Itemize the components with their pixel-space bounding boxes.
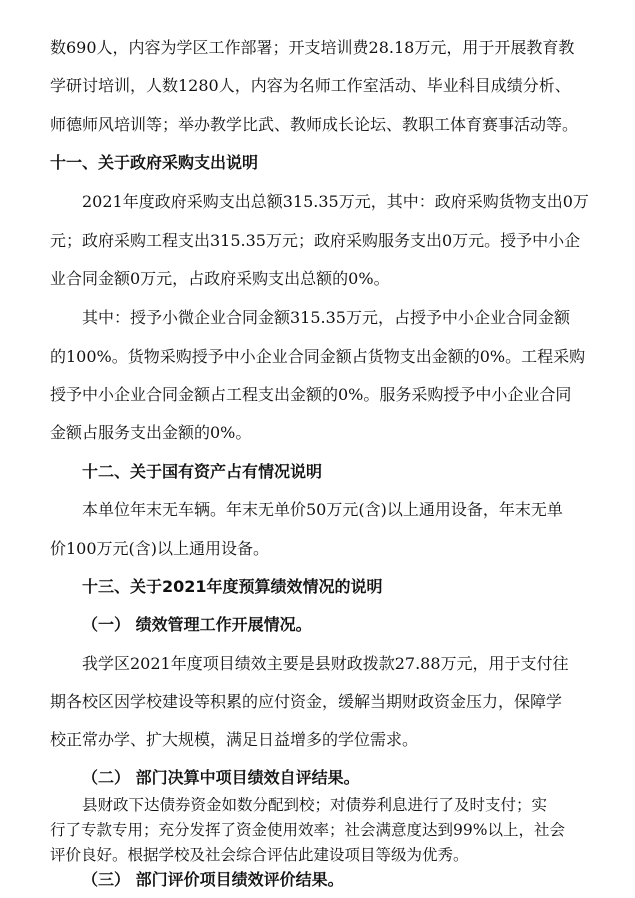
text-line: 评价良好。根据学校及社会综合评估此建设项目等级为优秀。 xyxy=(50,846,469,864)
text-line: 我学区2021年度项目绩效主要是县财政拨款27.88万元，用于支付往 xyxy=(82,654,569,673)
text-line: 金额占服务支出金额的0%。 xyxy=(50,423,252,442)
text-line: 业合同金额0万元，占政府采购支出总额的0%。 xyxy=(50,269,390,288)
text-line: 县财政下达债券资金如数分配到校；对债券利息进行了及时支付；实 xyxy=(82,796,548,814)
subsection-heading: （二） 部门决算中项目绩效自评结果。 xyxy=(82,768,360,787)
subsection-heading: （一） 绩效管理工作开展情况。 xyxy=(82,615,312,634)
text-line: 行了专款专用；充分发挥了资金使用效率；社会满意度达到99%以上，社会 xyxy=(50,821,565,839)
text-line: 数690人，内容为学区工作部署；开支培训费28.18万元，用于开展教育教 xyxy=(50,38,575,57)
text-line: 授予中小企业合同金额占工程支出金额的0%。服务采购授予中小企业合同 xyxy=(50,385,572,404)
text-line: 元；政府采购工程支出315.35万元；政府采购服务支出0万元。授予中小企 xyxy=(50,231,581,250)
text-line: 学研讨培训，人数1280人，内容为名师工作室活动、毕业科目成绩分析、 xyxy=(50,76,571,95)
text-line: 校正常办学、扩大规模，满足日益增多的学位需求。 xyxy=(50,730,419,749)
section-heading: 十二、关于国有资产占有情况说明 xyxy=(82,462,323,481)
text-line: 的100%。货物采购授予中小企业合同金额占货物支出金额的0%。工程采购 xyxy=(50,347,586,366)
text-line: 师德师风培训等；举办教学比武、教师成长论坛、教职工体育赛事活动等。 xyxy=(50,115,579,134)
text-line: 2021年度政府采购支出总额315.35万元，其中：政府采购货物支出0万 xyxy=(82,192,589,211)
text-line: 价100万元(含)以上通用设备。 xyxy=(50,539,270,558)
section-heading: 十三、关于2021年度预算绩效情况的说明 xyxy=(82,577,383,596)
text-line: 期各校区因学校建设等积累的应付资金，缓解当期财政资金压力，保障学 xyxy=(50,692,563,711)
text-line: 其中：授予小微企业合同金额315.35万元，占授予中小企业合同金额 xyxy=(82,308,570,327)
subsection-heading: （三） 部门评价项目绩效评价结果。 xyxy=(82,870,344,889)
section-heading: 十一、关于政府采购支出说明 xyxy=(50,153,259,172)
text-line: 本单位年末无车辆。年末无单价50万元(含)以上通用设备，年末无单 xyxy=(82,500,563,519)
